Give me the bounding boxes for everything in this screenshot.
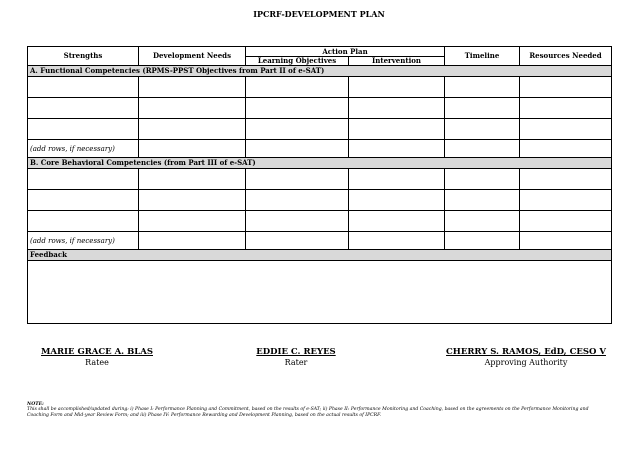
cell[interactable] [520, 119, 612, 140]
header-resources-needed: Resources Needed [520, 47, 612, 66]
section-functional-competencies: A. Functional Competencies (RPMS-PPST Objectives from Part II of e-SAT) [28, 66, 612, 77]
development-plan-table [27, 46, 612, 324]
cell[interactable] [28, 98, 139, 119]
cell[interactable] [28, 211, 139, 232]
header-learning-objectives: Learning Objectives [246, 57, 349, 66]
add-rows-note: (add rows, if necessary) [28, 232, 139, 250]
cell[interactable] [520, 211, 612, 232]
cell[interactable] [520, 232, 612, 250]
cell[interactable] [28, 77, 139, 98]
cell[interactable] [520, 190, 612, 211]
cell[interactable] [139, 140, 246, 158]
table-row [28, 140, 612, 158]
page-title: IPCRF-DEVELOPMENT PLAN [253, 9, 385, 19]
ratee-role: Ratee [85, 358, 109, 367]
add-rows-note: (add rows, if necessary) [28, 140, 139, 158]
rater-role: Rater [284, 358, 308, 367]
note-label: NOTE: [27, 402, 44, 407]
cell[interactable] [28, 169, 139, 190]
cell[interactable] [246, 77, 349, 98]
note-text: This shall be accomplished/updated during: i) Phase I: Performance Planning and Commitment, based on the results of e-SAT; ii) Phase II: Performance Monitoring and Coaching, based on the agreements on the Performance Monitoring and Coaching Form and Mid-year Review Form; and iii) Phase IV: Performance Rewarding and Development Planning, based on the actual results of IPCRF. [27, 407, 589, 418]
section-core-behavioral-competencies: B. Core Behavioral Competencies (from Part III of e-SAT) [28, 158, 612, 169]
cell[interactable] [445, 140, 520, 158]
cell[interactable] [246, 169, 349, 190]
signatory-rater [246, 347, 346, 367]
cell[interactable] [445, 190, 520, 211]
cell[interactable] [349, 98, 445, 119]
table-row [28, 190, 612, 211]
cell[interactable] [139, 119, 246, 140]
cell[interactable] [445, 169, 520, 190]
table-row [28, 119, 612, 140]
cell[interactable] [246, 119, 349, 140]
cell[interactable] [246, 140, 349, 158]
table-row [28, 77, 612, 98]
cell[interactable] [139, 77, 246, 98]
table-row [28, 232, 612, 250]
cell[interactable] [445, 232, 520, 250]
cell[interactable] [349, 211, 445, 232]
cell[interactable] [246, 211, 349, 232]
cell[interactable] [349, 232, 445, 250]
section-feedback: Feedback [28, 250, 612, 261]
note-block [27, 402, 611, 418]
cell[interactable] [349, 190, 445, 211]
cell[interactable] [139, 169, 246, 190]
table-row [28, 211, 612, 232]
cell[interactable] [246, 232, 349, 250]
cell[interactable] [349, 169, 445, 190]
cell[interactable] [28, 119, 139, 140]
signatory-authority [436, 347, 616, 367]
cell[interactable] [349, 140, 445, 158]
cell[interactable] [246, 190, 349, 211]
table-row [28, 169, 612, 190]
authority-role: Approving Authority [484, 358, 568, 367]
header-strengths: Strengths [28, 47, 139, 66]
cell[interactable] [445, 119, 520, 140]
cell[interactable] [28, 190, 139, 211]
table-row [28, 98, 612, 119]
cell[interactable] [246, 98, 349, 119]
cell[interactable] [139, 232, 246, 250]
feedback-area[interactable] [28, 261, 612, 324]
ratee-name: MARIE GRACE A. BLAS [40, 347, 153, 357]
signatory-ratee [27, 347, 167, 367]
header-action-plan: Action Plan [246, 47, 445, 57]
cell[interactable] [445, 98, 520, 119]
cell[interactable] [520, 77, 612, 98]
cell[interactable] [520, 140, 612, 158]
cell[interactable] [445, 77, 520, 98]
authority-name: CHERRY S. RAMOS, EdD, CESO V [446, 347, 606, 357]
cell[interactable] [520, 98, 612, 119]
cell[interactable] [139, 98, 246, 119]
header-timeline: Timeline [445, 47, 520, 66]
cell[interactable] [139, 211, 246, 232]
cell[interactable] [139, 190, 246, 211]
cell[interactable] [349, 119, 445, 140]
header-intervention: Intervention [349, 57, 445, 66]
cell[interactable] [349, 77, 445, 98]
rater-name: EDDIE C. REYES [256, 347, 336, 357]
cell[interactable] [445, 211, 520, 232]
header-development-needs: Development Needs [139, 47, 246, 66]
cell[interactable] [520, 169, 612, 190]
